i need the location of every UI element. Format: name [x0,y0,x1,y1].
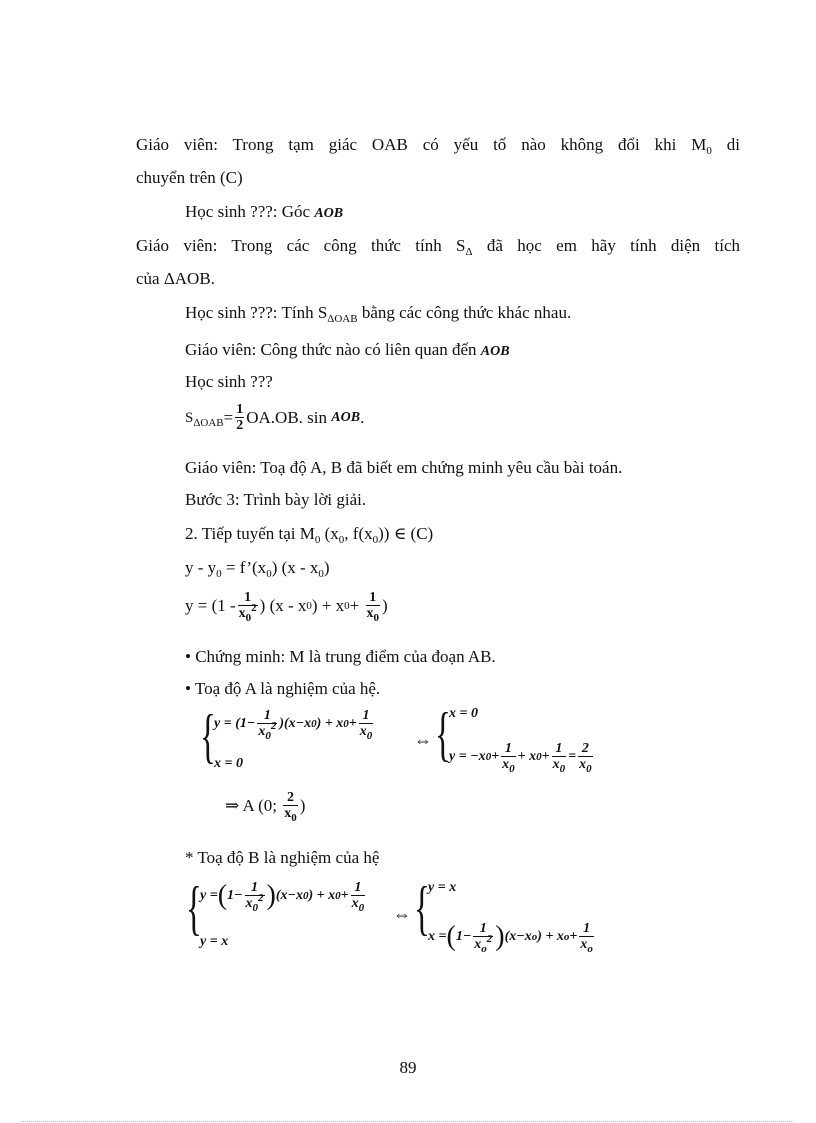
tangent-expanded: y = (1 - 1 $x_0^2$ ) (x - x 0 ) + x 0 + $\frac{1}{x_0}$ ) [185,590,388,624]
teacher-line-3: Giáo viên: Công thức nào có liên quan đến AOB [185,340,510,359]
student-line-1: Học sinh ???: Góc AOB [185,202,344,221]
area-formula: $S_{\Delta OAB}$ = $\frac{1}{2}$ OA.OB. sin AOB . [185,402,365,433]
system-a-left: { y = (1− 1 $x_0^2$ )(x−x 0 ) + x 0 + 1 $x_0$ x = 0 [200,703,373,771]
tangent-equation: y - $y_0$ = $f’(x_0)$ $(x - x_0)$ [185,558,330,580]
point-b-system-intro: * Toạ độ B là nghiệm của hệ [185,848,380,867]
teacher-line-1: Giáo viên: Trong tạm giác OAB có yếu tố nào không đổi khi $M_0$ di [136,135,740,157]
page-number: 89 [399,1058,417,1077]
step-3: Bước 3: Trình bày lời giải. [185,490,367,509]
teacher-line-2: Giáo viên: Trong các công thức tính $S_\Delta$ đã học em hãy tính diện tích [136,236,740,258]
teacher-line-2-cont: của ΔAOB. [136,269,215,288]
system-a-right: { x = 0 y = −x 0 + 1 $x_0$ + x 0 + 1 $x_0$ = 2 $x_0$ [435,701,592,775]
fraction-half: $\frac{1}{2}$ [236,402,244,433]
teacher-line-1-cont: chuyển trên (C) [136,168,243,187]
system-b-right: { y = x x = ( 1− 1 $x_o^2$ ) (x−x o ) + x o + 1 $x_o$ [414,875,593,955]
system-b-left: { y = ( 1− 1 $x_0^2$ ) (x−x 0 ) + x 0 + 1 $x_0$ y = x [186,875,365,949]
equivalence-a: ⇔ [414,730,432,750]
prove-midpoint: • Chứng minh: M là trung điểm của đoạn AB. [185,647,496,666]
student-line-2: Học sinh ???: Tính $S_{\Delta OAB}$ bằng các công thức khác nhau. [185,303,572,325]
teacher-line-4: Giáo viên: Toạ độ A, B đã biết em chứng minh yêu cầu bài toán. [185,458,623,477]
student-line-3: Học sinh ??? [185,372,273,391]
footer-divider [22,1121,794,1122]
point-a-result: ⇒ A (0; 2 $x_0$ ) [225,790,306,824]
equivalence-b: ⇔ [393,904,411,924]
tangent-heading: 2. Tiếp tuyến tại $M_0$ ($x_0$, $f(x_0)$) ∈ (C) [185,524,434,546]
point-a-system-intro: • Toạ độ A là nghiệm của hệ. [185,679,381,698]
